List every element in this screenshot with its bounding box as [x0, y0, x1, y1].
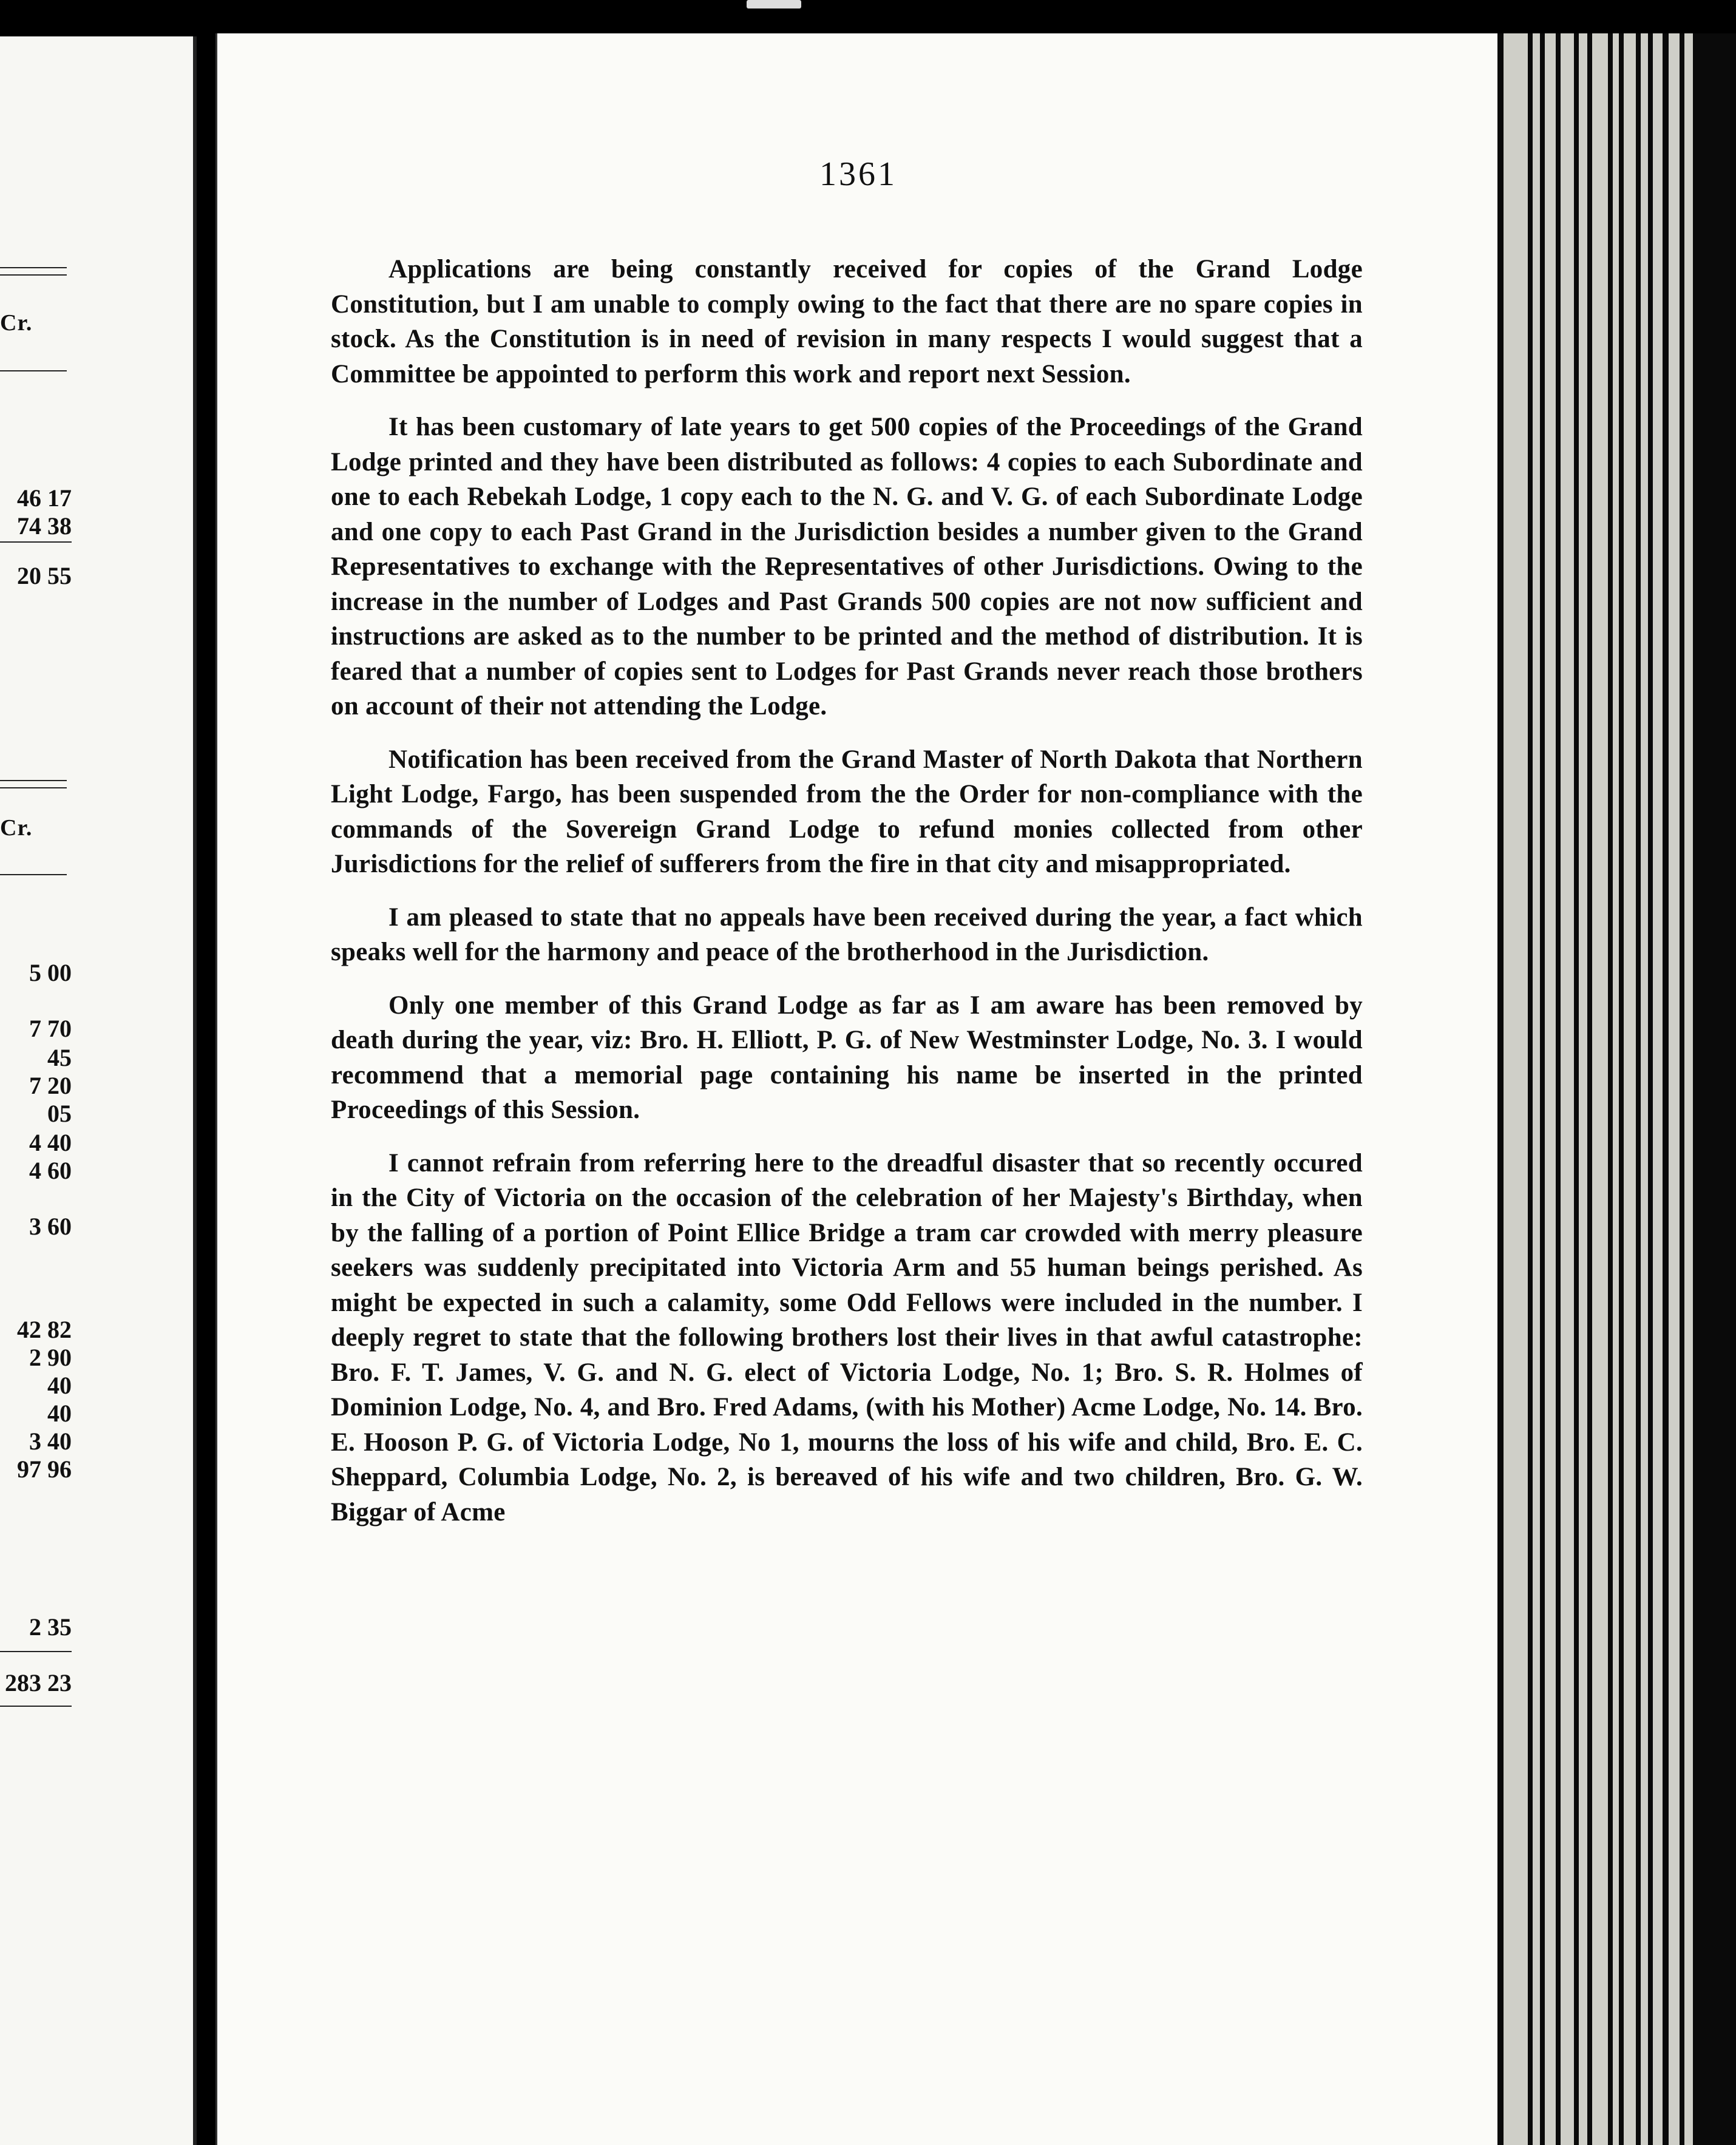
main-page — [215, 33, 1499, 2145]
top-scan-mark — [747, 0, 801, 8]
amount-row: 3 40 — [29, 1428, 72, 1455]
paragraph-disaster: I cannot refrain from referring here to the dreadful disaster that so recently occured in the City of Victoria on the occasion of the celebration of her Majesty's Birthday, when by the falling of a portion of Point Ellice Bridge a tram car crowded with merry pleasure seekers was suddenly precipitated into Victoria Arm and 55 human beings perished. As might be expected in such a calamity, some Odd Fellows were included in the number. I deeply regret to state that the following brothers lost their lives in that awful catastrophe: Bro. F. T. James, V. G. and N. G. elect of Victoria Lodge, No. 1; Bro. S. R. Holmes of Dominion Lodge, No. 4, and Bro. Fred Adams, (with his Mother) Acme Lodge, No. 14. Bro. E. Hooson P. G. of Victoria Lodge, No 1, mourns the loss of his wife and child, Bro. E. C. Sheppard, Columbia Lodge, No. 2, is bereaved of his wife and two children, Bro. G. W. Biggar of Acme — [331, 1148, 1363, 1527]
paragraph-memorial: Only one member of this Grand Lodge as far as I am aware has been removed by death during the year, viz: Bro. H. Elliott, P. G. of New Westminster Lodge, No. 3. I would recommend that a memorial page containing his name be inserted in the printed Proceedings of this Session. — [331, 991, 1363, 1124]
left-rule-top-1 — [0, 267, 67, 268]
amount-row: 2 35 — [29, 1613, 72, 1641]
amount-row: 3 60 — [29, 1213, 72, 1240]
left-facing-page — [0, 36, 197, 2145]
left-rule-header-2 — [0, 874, 67, 875]
credit-label-upper: Cr. — [0, 310, 33, 336]
amount-row: 2 90 — [29, 1344, 72, 1371]
amount-row: 45 — [47, 1044, 72, 1071]
amount-row: 74 38 — [17, 512, 72, 540]
amount-row: 05 — [47, 1100, 72, 1127]
paragraph-appeals: I am pleased to state that no appeals have been received during the year, a fact which speaks well for the harmony and peace of the brotherhood in the Jurisdiction. — [331, 903, 1363, 966]
amount-row: 40 — [47, 1400, 72, 1427]
edge-stripe — [1684, 33, 1693, 2145]
paragraph-constitution: Applications are being constantly received for copies of the Grand Lodge Constitution, but I am unable to comply owing to the fact that there are no spare copies in stock. As the Constitution is in need of revision in many respects I would suggest that a Committee be appointed to perform this work and report next Session. — [331, 255, 1363, 388]
edge-stripe — [1545, 33, 1556, 2145]
left-rule-header — [0, 370, 67, 371]
edge-stripe — [1533, 33, 1540, 2145]
credit-label-lower: Cr. — [0, 815, 33, 841]
amount-row: 7 20 — [29, 1072, 72, 1099]
edge-stripe — [1504, 33, 1528, 2145]
lower-total: 283 23 — [5, 1669, 72, 1696]
page-number: 1361 — [819, 155, 897, 193]
lower-total-underline — [0, 1706, 72, 1707]
amount-row: 40 — [47, 1372, 72, 1399]
left-rule-top-2 — [0, 274, 67, 276]
upper-total: 20 55 — [17, 562, 72, 589]
edge-stripe — [1669, 33, 1680, 2145]
amount-row: 97 96 — [17, 1455, 72, 1483]
edge-stripe — [1561, 33, 1574, 2145]
amount-row: 7 70 — [29, 1015, 72, 1042]
lower-total-rule — [0, 1651, 72, 1652]
amount-row: 42 82 — [17, 1316, 72, 1343]
paragraph-notification: Notification has been received from the Grand Master of North Dakota that Northern Light Lodge, Fargo, has been suspended from the the Order for non-compliance with the commands of the Sovereign Grand Lodge to refund monies collected from other Jurisdictions for the relief of sufferers from the fire in that city and misappropriated. — [331, 745, 1363, 878]
edge-stripe — [1624, 33, 1636, 2145]
edge-stripe — [1641, 33, 1648, 2145]
amount-row: 4 40 — [29, 1129, 72, 1156]
upper-amounts — [0, 484, 72, 540]
edge-stripe — [1592, 33, 1608, 2145]
body-text — [331, 252, 1363, 1548]
edge-stripe — [1579, 33, 1587, 2145]
paragraph-proceedings: It has been customary of late years to get 500 copies of the Proceedings of the Grand Lodge printed and they have been distributed as follows: 4 copies to each Subordinate and one to each Rebekah Lodge, 1 copy each to the N. G. and V. G. of each Subordinate Lodge and one copy to each Past Grand in the Jurisdiction besides a number given to the Grand Representatives to exchange with the Representatives of other Jurisdictions. Owing to the increase in the number of Lodges and Past Grands 500 copies are not now sufficient and instructions are asked as to the number to be printed and the method of distribution. It is feared that a number of copies sent to Lodges for Past Grands never reach those brothers on account of their not attending the Lodge. — [331, 413, 1363, 720]
amount-row: 46 17 — [17, 484, 72, 512]
amount-row: 4 60 — [29, 1157, 72, 1184]
amount-row: 5 00 — [29, 959, 72, 986]
edge-stripe — [1613, 33, 1619, 2145]
left-rule-mid-2 — [0, 787, 67, 788]
left-rule-mid-1 — [0, 780, 67, 781]
edge-stripe — [1653, 33, 1663, 2145]
upper-total-rule — [0, 541, 72, 543]
page-edges — [1497, 33, 1736, 2145]
